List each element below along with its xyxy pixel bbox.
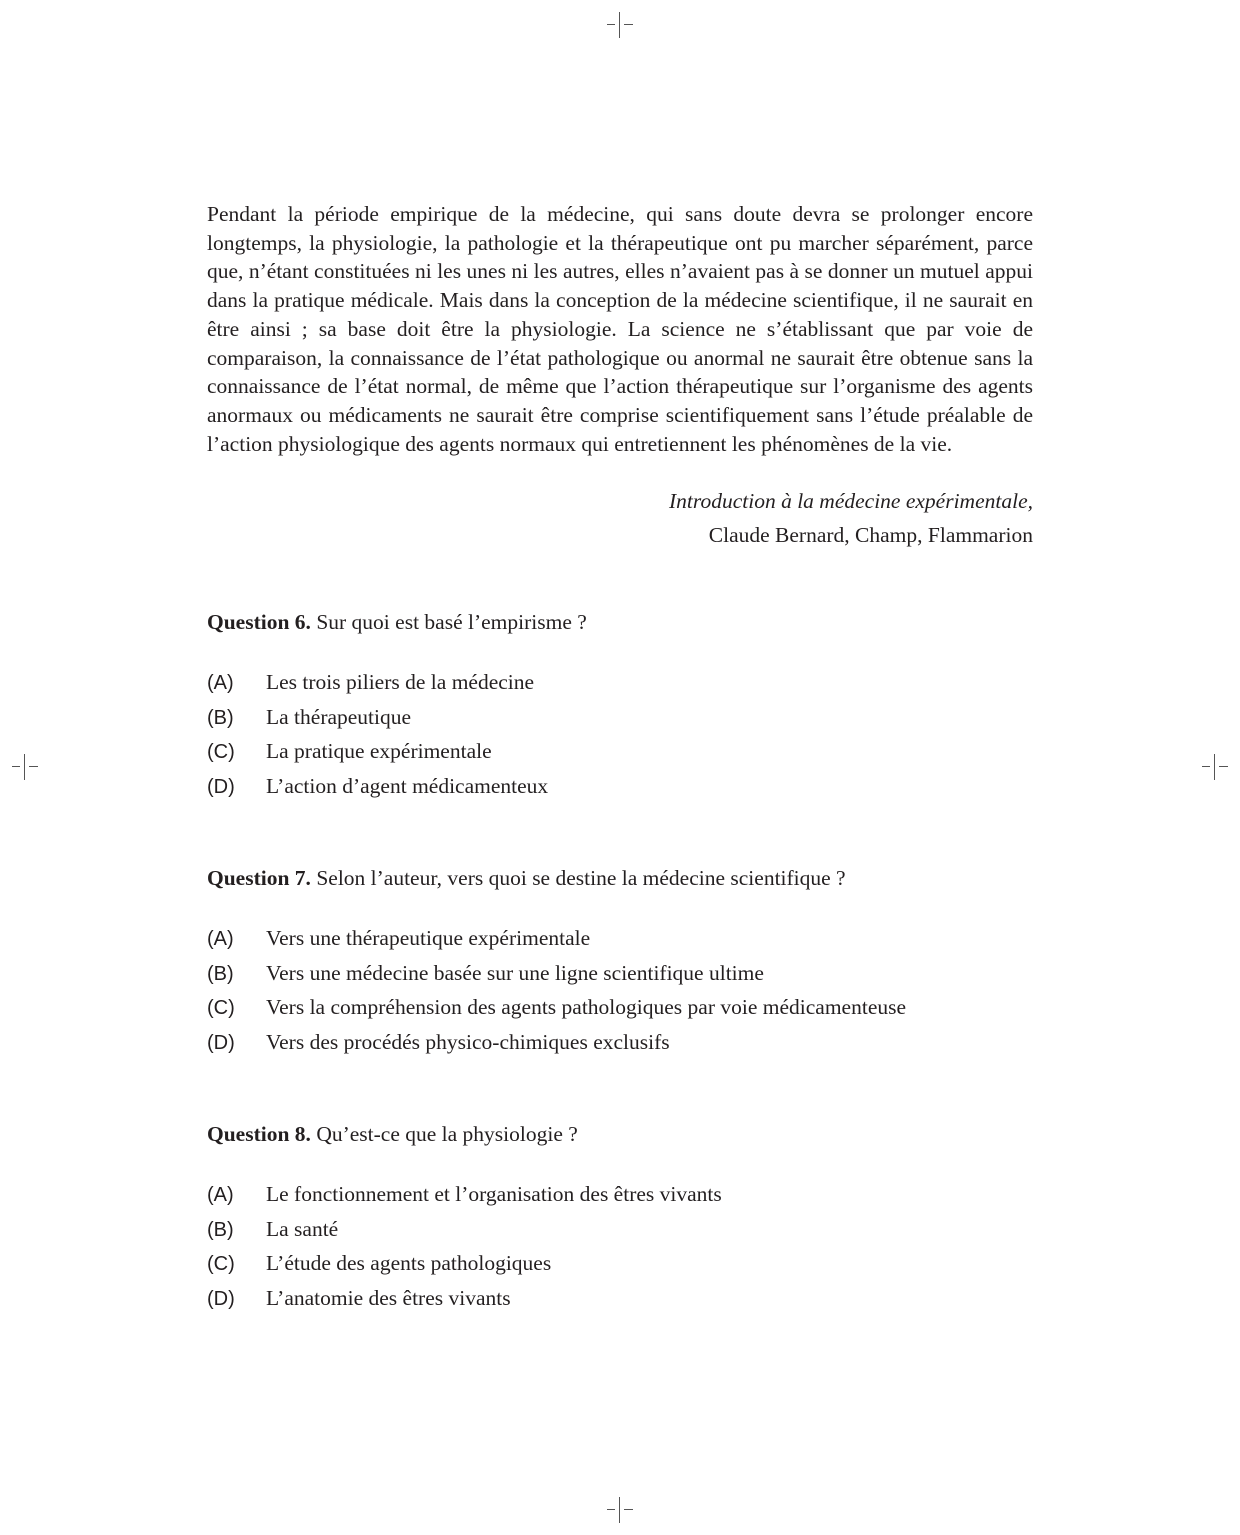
option-letter: (A) (207, 1184, 234, 1207)
option-b[interactable] (207, 705, 1033, 740)
option-b[interactable] (207, 961, 1033, 996)
option-letter: (B) (207, 962, 234, 985)
citation-source: Claude Bernard, Champ, Flammarion (708, 523, 1033, 548)
crop-mark-left-icon (12, 754, 38, 780)
option-letter: (C) (207, 741, 235, 764)
option-d[interactable] (207, 1286, 1033, 1321)
option-letter: (C) (207, 997, 235, 1020)
question-6-options (207, 670, 1033, 808)
option-text: Vers la compréhension des agents pathologiques par voie médicamenteuse (266, 995, 907, 1020)
option-letter: (A) (207, 928, 234, 951)
crop-mark-top-icon (607, 12, 633, 38)
question-label: Question 7. (207, 866, 311, 891)
option-letter: (D) (207, 1287, 235, 1310)
option-text: L’étude des agents pathologiques (266, 1251, 552, 1276)
question-6 (207, 608, 1033, 636)
question-8 (207, 1120, 1033, 1148)
option-letter: (C) (207, 1253, 235, 1276)
question-7 (207, 864, 1033, 892)
option-d[interactable] (207, 774, 1033, 809)
option-text: Vers une thérapeutique expérimentale (266, 926, 591, 951)
crop-mark-bottom-icon (607, 1497, 633, 1523)
option-text: Vers une médecine basée sur une ligne scientifique ultime (266, 960, 764, 985)
option-text: L’anatomie des êtres vivants (266, 1285, 511, 1310)
option-text: La santé (266, 1216, 339, 1241)
option-c[interactable] (207, 1251, 1033, 1286)
option-a[interactable] (207, 670, 1033, 705)
option-c[interactable] (207, 739, 1033, 774)
option-letter: (A) (207, 672, 234, 695)
citation-title: Introduction à la médecine expérimentale, (669, 489, 1033, 514)
citation (207, 484, 1033, 552)
question-label: Question 8. (207, 1122, 311, 1147)
option-a[interactable] (207, 1182, 1033, 1217)
crop-mark-right-icon (1202, 754, 1228, 780)
option-a[interactable] (207, 926, 1033, 961)
question-text: Qu’est-ce que la physiologie ? (310, 1122, 578, 1147)
option-letter: (D) (207, 1031, 235, 1054)
option-text: L’action d’agent médicamenteux (266, 773, 549, 798)
option-letter: (B) (207, 706, 234, 729)
reading-passage: Pendant la période empirique de la médecine, qui sans doute devra se prolonger encore longtemps, la physiologie, la pathologie et la thérapeutique ont pu marcher séparément, parce que, n’étant constituées ni les unes ni les autres, elles n’avaient pas à se donner un mutuel appui dans la pratique médicale. Mais dans la conception de la médecine scientifique, il ne saurait en être ainsi ; sa base doit être la physiologie. La science ne s’établissant que par voie de comparaison, la connaissance de l’état pathologique ou anormal ne saurait être obtenue sans la connaissance de l’état normal, de même que l’action thérapeutique sur l’organisme des agents anormaux ou médicaments ne saurait être comprise scientifiquement sans l’étude préalable de l’action physiologique des agents normaux qui entretiennent les phénomènes de la vie. (207, 202, 1033, 456)
question-text: Sur quoi est basé l’empirisme ? (310, 610, 587, 635)
option-text: Vers des procédés physico-chimiques exclusifs (266, 1029, 670, 1054)
option-b[interactable] (207, 1217, 1033, 1252)
page-content (207, 200, 1033, 1320)
option-c[interactable] (207, 995, 1033, 1030)
option-text: La thérapeutique (266, 704, 412, 729)
question-8-options (207, 1182, 1033, 1320)
question-text: Selon l’auteur, vers quoi se destine la médecine scientifique ? (310, 866, 846, 891)
option-text: Le fonctionnement et l’organisation des êtres vivants (266, 1182, 722, 1207)
option-text: La pratique expérimentale (266, 739, 492, 764)
option-text: Les trois piliers de la médecine (266, 670, 535, 695)
question-7-options (207, 926, 1033, 1064)
option-letter: (D) (207, 775, 235, 798)
question-label: Question 6. (207, 610, 311, 635)
option-d[interactable] (207, 1030, 1033, 1065)
option-letter: (B) (207, 1218, 234, 1241)
